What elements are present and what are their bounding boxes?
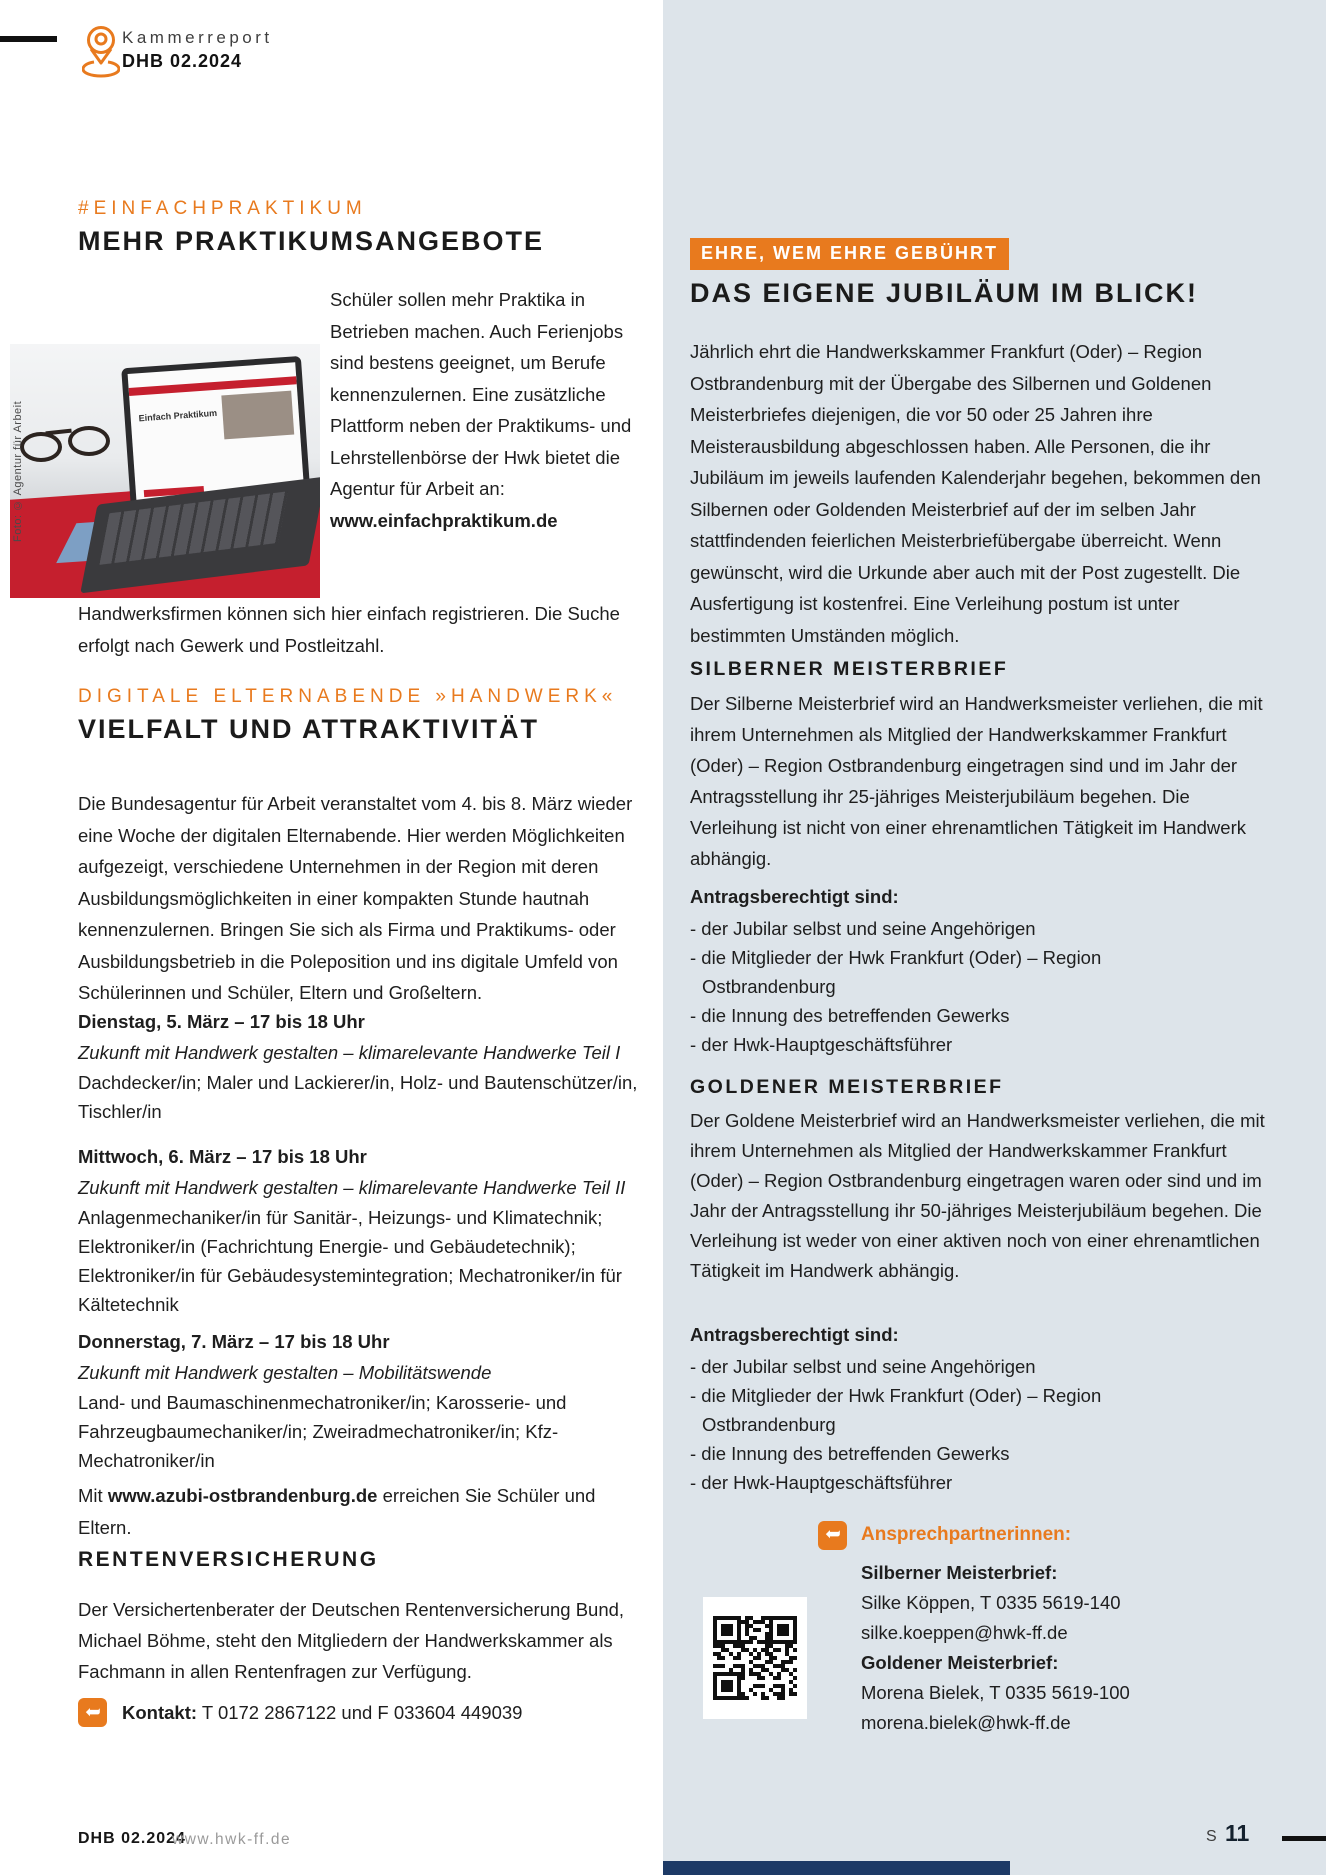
location-pin-icon <box>82 24 120 78</box>
title-mehr-praktikumsangebote: MEHR PRAKTIKUMSANGEBOTE <box>78 226 545 256</box>
silver-body: Der Silberne Meisterbrief wird an Handwerksmeister verliehen, die mit ihrem Unternehmen als Mitglied der Handwerkskammer Frankfurt (Oder) – Region Ostbrandenburg eingetragen sind und im Jahr der Antragsstellung ihr 25-jähriges Meisterjubiläum begehen. Die Verleihung ist nicht von einer ehrenamtlichen Tätigkeit im Handwerk abhängig. <box>690 693 1263 869</box>
contact-heading: Ansprechpartnerinnen: <box>861 1524 1072 1545</box>
event-item <box>78 1141 646 1319</box>
contact-label: Goldener Meisterbrief: <box>861 1652 1059 1673</box>
contact-email[interactable]: morena.bielek@hwk-ff.de <box>861 1712 1071 1733</box>
event-item <box>78 1326 646 1475</box>
list-item: - der Jubilar selbst und seine Angehörigen <box>690 918 1036 939</box>
bottom-navy-bar <box>663 1861 1010 1875</box>
top-left-rule <box>0 36 57 42</box>
footer-page-prefix: S <box>1206 1828 1217 1845</box>
contact-label: Silberner Meisterbrief: <box>861 1562 1058 1583</box>
title-vielfalt: VIELFALT UND ATTRAKTIVITÄT <box>78 714 539 744</box>
list-item: - der Hwk-Hauptgeschäftsführer <box>690 1472 953 1493</box>
article-photo <box>10 344 320 598</box>
kicker-elternabende: DIGITALE ELTERNABENDE »HANDWERK« <box>78 686 618 707</box>
event-trades: Land- und Baumaschinenmechatroniker/in; Karosserie- und Fahrzeugbaumechaniker/in; Zweiradmechatroniker/in; Kfz-Mechatroniker/in <box>78 1392 567 1471</box>
brand-tagline: Kammerreport <box>122 28 273 47</box>
event-item <box>78 1006 646 1126</box>
azubi-prefix: Mit <box>78 1485 108 1506</box>
practicum-outro: Handwerksfirmen können sich hier einfach registrieren. Die Suche erfolgt nach Gewerk und Postleitzahl. <box>78 603 620 656</box>
kontakt-text <box>122 1702 522 1724</box>
event-theme: Zukunft mit Handwerk gestalten – klimarelevante Handwerke Teil II <box>78 1177 626 1198</box>
gold-body: Der Goldene Meisterbrief wird an Handwerksmeister verliehen, die mit ihrem Unternehmen als Mitglied der Handwerkskammer Frankfurt (Oder) – Region Ostbrandenburg eingetragen waren oder sind und im Jahr der Antragsstellung ihr 50-jähriges Meisterjubiläum begehen. Die Verleihung ist weder von einer aktiven noch von einer ehrenamtlichen Tätigkeit im Handwerk abhängig. <box>690 1110 1265 1281</box>
contact-person: Silke Köppen, T 0335 5619-140 <box>861 1592 1121 1613</box>
list-item: - die Mitglieder der Hwk Frankfurt (Oder) – Region Ostbrandenburg <box>690 947 1102 997</box>
azubi-line <box>78 1480 646 1543</box>
photo-glasses <box>68 426 110 456</box>
photo-website-title: Einfach Praktikum <box>138 407 218 424</box>
practicum-intro <box>330 284 648 536</box>
heading-silberner-meisterbrief: SILBERNER MEISTERBRIEF <box>690 658 1009 680</box>
list-item: - die Mitglieder der Hwk Frankfurt (Oder) – Region Ostbrandenburg <box>690 1385 1102 1435</box>
jubilaeum-intro: Jährlich ehrt die Handwerkskammer Frankfurt (Oder) – Region Ostbrandenburg mit der Übergabe des Silbernen und Goldenen Meisterbriefes diejenigen, die vor 50 oder 25 Jahren ihre Meisterausbildung abgeschlossen haben. Alle Personen, die ihr Jubiläum im jeweils laufenden Kalenderjahr begehen, bekommen den Silbernen oder Goldenden Meisterbrief auf der im selben Jahr stattfindenden feierlichen Meisterbriefübergabe überreicht. Wenn gewünscht, wird die Urkunde aber auch mit der Post zugestellt. Die Ausfertigung ist kostenfrei. Eine Verleihung postum ist unter bestimmten Umständen möglich. <box>690 341 1261 646</box>
azubi-suffix: erreichen Sie Schüler und Eltern. <box>78 1485 596 1538</box>
photo-credit: Foto: © Agentur für Arbeit <box>12 400 24 542</box>
ansprechpartner-block <box>818 1520 1258 1738</box>
contact-email[interactable]: silke.koeppen@hwk-ff.de <box>861 1622 1068 1643</box>
event-day: Donnerstag, 7. März – 17 bis 18 Uhr <box>78 1331 390 1352</box>
event-day: Dienstag, 5. März – 17 bis 18 Uhr <box>78 1011 365 1032</box>
photo-website-image <box>221 391 294 440</box>
event-trades: Anlagenmechaniker/in für Sanitär-, Heizungs- und Klimatechnik; Elektroniker/in (Fachrichtung Energie- und Gebäudetechnik); Elektroniker/in für Gebäudesystemintegration; Mechatroniker/in für Kältetechnik <box>78 1207 622 1315</box>
contact-heading-row <box>818 1520 1258 1550</box>
event-day: Mittwoch, 6. März – 17 bis 18 Uhr <box>78 1146 367 1167</box>
gold-list-title: Antragsberechtigt sind: <box>690 1324 899 1345</box>
elternabende-intro: Die Bundesagentur für Arbeit veranstaltet vom 4. bis 8. März wieder eine Woche der digitalen Elternabende. Hier werden Möglichkeiten aufgezeigt, verschiedene Unternehmen in der Region mit deren Ausbildungsmöglichkeiten in einer kompakten Stunde hautnah kennenzulernen. Bringen Sie sich als Firma und Praktikums- oder Ausbildungsbetrieb in die Poleposition und ins digitale Umfeld von Schülerinnen und Schüler, Eltern und Großeltern. <box>78 793 633 1003</box>
kontakt-row <box>78 1698 646 1727</box>
event-theme: Zukunft mit Handwerk gestalten – Mobilitätswende <box>78 1362 492 1383</box>
list-item: - die Innung des betreffenden Gewerks <box>690 1443 1010 1464</box>
einfachpraktikum-url[interactable]: www.einfachpraktikum.de <box>330 509 558 531</box>
list-item: - die Innung des betreffenden Gewerks <box>690 1005 1010 1026</box>
list-item: - der Jubilar selbst und seine Angehörigen <box>690 1356 1036 1377</box>
qr-code <box>703 1597 807 1719</box>
rente-body: Der Versichertenberater der Deutschen Rentenversicherung Bund, Michael Böhme, steht den Mitgliedern der Handwerkskammer als Fachmann in allen Rentenfragen zur Verfügung. <box>78 1599 625 1682</box>
footer-right-rule <box>1282 1836 1326 1841</box>
title-rentenversicherung: RENTENVERSICHERUNG <box>78 1548 379 1571</box>
azubi-url[interactable]: www.azubi-ostbrandenburg.de <box>107 1485 378 1506</box>
footer-page-number: 11 <box>1225 1820 1250 1846</box>
kontakt-value: T 0172 2867122 und F 033604 449039 <box>197 1701 523 1723</box>
silver-list-title: Antragsberechtigt sind: <box>690 886 899 907</box>
silver-list <box>690 914 1250 1059</box>
kontakt-label: Kontakt: <box>122 1701 198 1723</box>
event-trades: Dachdecker/in; Maler und Lackierer/in, Holz- und Bautenschützer/in, Tischler/in <box>78 1072 638 1122</box>
kicker-tag-ehre: EHRE, WEM EHRE GEBÜHRT <box>690 238 1009 270</box>
footer-site-url[interactable]: www.hwk-ff.de <box>172 1831 292 1848</box>
list-item: - der Hwk-Hauptgeschäftsführer <box>690 1034 953 1055</box>
footer-issue: DHB 02.2024 <box>78 1830 186 1847</box>
heading-goldener-meisterbrief: GOLDENER MEISTERBRIEF <box>690 1076 1004 1098</box>
brand-issue: DHB 02.2024 <box>122 51 243 71</box>
arrow-curl-icon: ➥ <box>818 1521 847 1550</box>
gold-list <box>690 1352 1250 1497</box>
contact-person: Morena Bielek, T 0335 5619-100 <box>861 1682 1130 1703</box>
kicker-einfachpraktikum: #EINFACHPRAKTIKUM <box>78 198 367 219</box>
event-theme: Zukunft mit Handwerk gestalten – klimarelevante Handwerke Teil I <box>78 1042 621 1063</box>
arrow-curl-icon: ➥ <box>78 1698 107 1727</box>
title-jubilaeum: DAS EIGENE JUBILÄUM IM BLICK! <box>690 278 1199 308</box>
practicum-intro-text: Schüler sollen mehr Praktika in Betrieben machen. Auch Ferienjobs sind bestens geeignet, um Berufe kennenzulernen. Eine zusätzliche Plattform neben der Praktikums- und Lehrstellenbörse der Hwk bietet die Agentur für Arbeit an: <box>330 289 632 499</box>
